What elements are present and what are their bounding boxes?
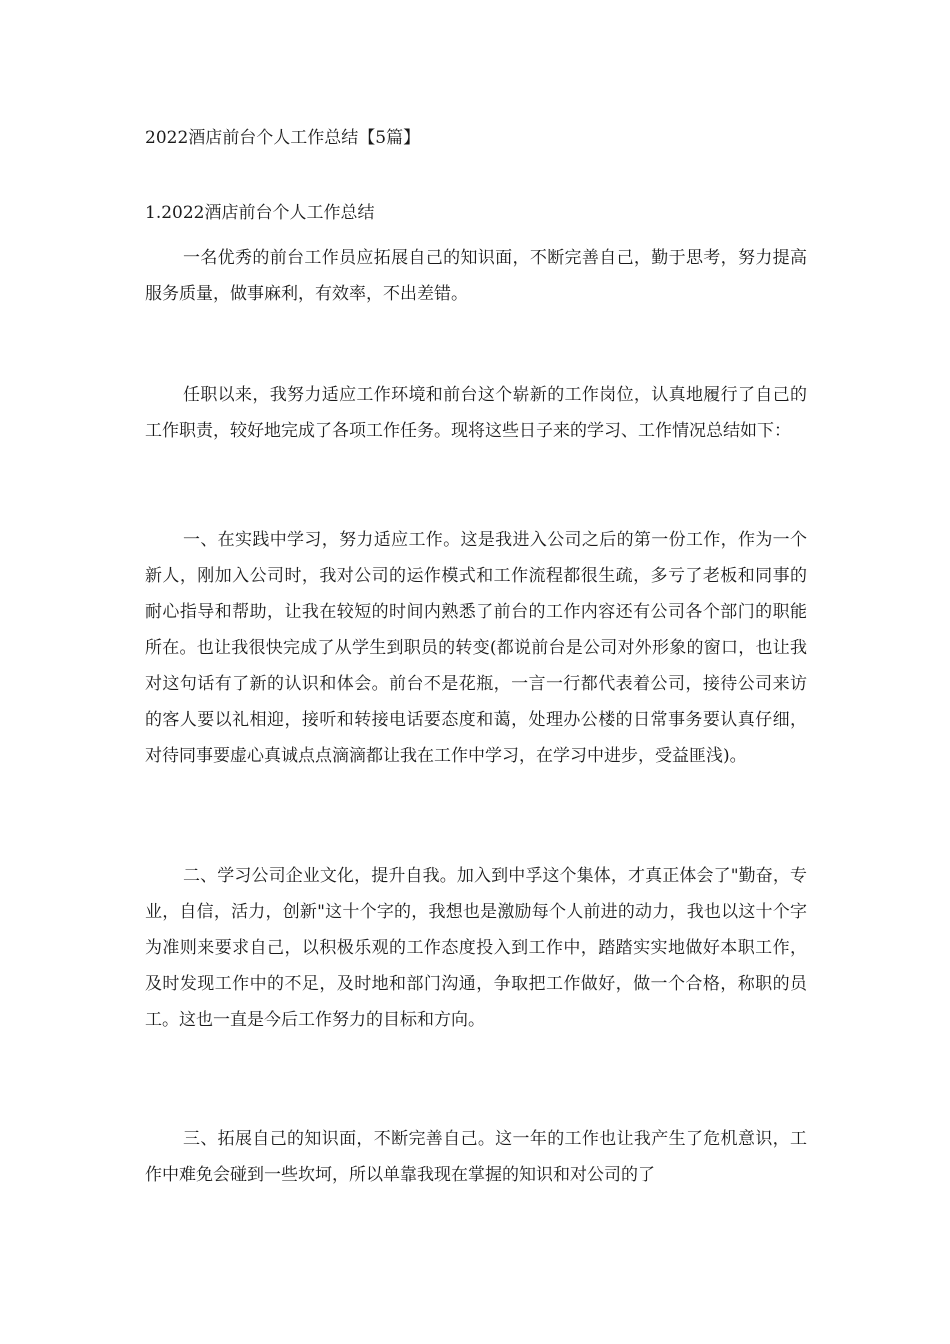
- paragraph-summary-overview: 任职以来，我努力适应工作环境和前台这个崭新的工作岗位，认真地履行了自己的工作职责，较好地完成了各项工作任务。现将这些日子来的学习、工作情况总结如下：: [145, 385, 807, 441]
- section-title: 1.2022酒店前台个人工作总结: [145, 203, 375, 223]
- paragraph-point-two: 二、学习公司企业文化，提升自我。加入到中孚这个集体，才真正体会了"勤奋，专业，自信，活力，创新"这十个字的，我想也是激励每个人前进的动力，我也以这十个字为准则来要求自己，以积极乐观的工作态度投入到工作中，踏踏实实地做好本职工作，及时发现工作中的不足，及时地和部门沟通，争取把工作做好，做一个合格，称职的员工。这也一直是今后工作努力的目标和方向。: [145, 866, 807, 1030]
- paragraph-intro: 一名优秀的前台工作员应拓展自己的知识面，不断完善自己，勤于思考，努力提高服务质量，做事麻利，有效率，不出差错。: [145, 248, 807, 304]
- paragraph-point-one: 一、在实践中学习，努力适应工作。这是我进入公司之后的第一份工作，作为一个新人，刚加入公司时，我对公司的运作模式和工作流程都很生疏，多亏了老板和同事的耐心指导和帮助，让我在较短的时间内熟悉了前台的工作内容还有公司各个部门的职能所在。也让我很快完成了从学生到职员的转变(都说前台是公司对外形象的窗口，也让我对这句话有了新的认识和体会。前台不是花瓶，一言一行都代表着公司，接待公司来访的客人要以礼相迎，接听和转接电话要态度和蔼，处理办公楼的日常事务要认真仔细，对待同事要虚心真诚点点滴滴都让我在工作中学习，在学习中进步，受益匪浅)。: [145, 530, 807, 766]
- paragraph-point-three: 三、拓展自己的知识面，不断完善自己。这一年的工作也让我产生了危机意识，工作中难免会碰到一些坎坷，所以单靠我现在掌握的知识和对公司的了: [145, 1129, 807, 1185]
- document-title: 2022酒店前台个人工作总结【5篇】: [145, 128, 421, 148]
